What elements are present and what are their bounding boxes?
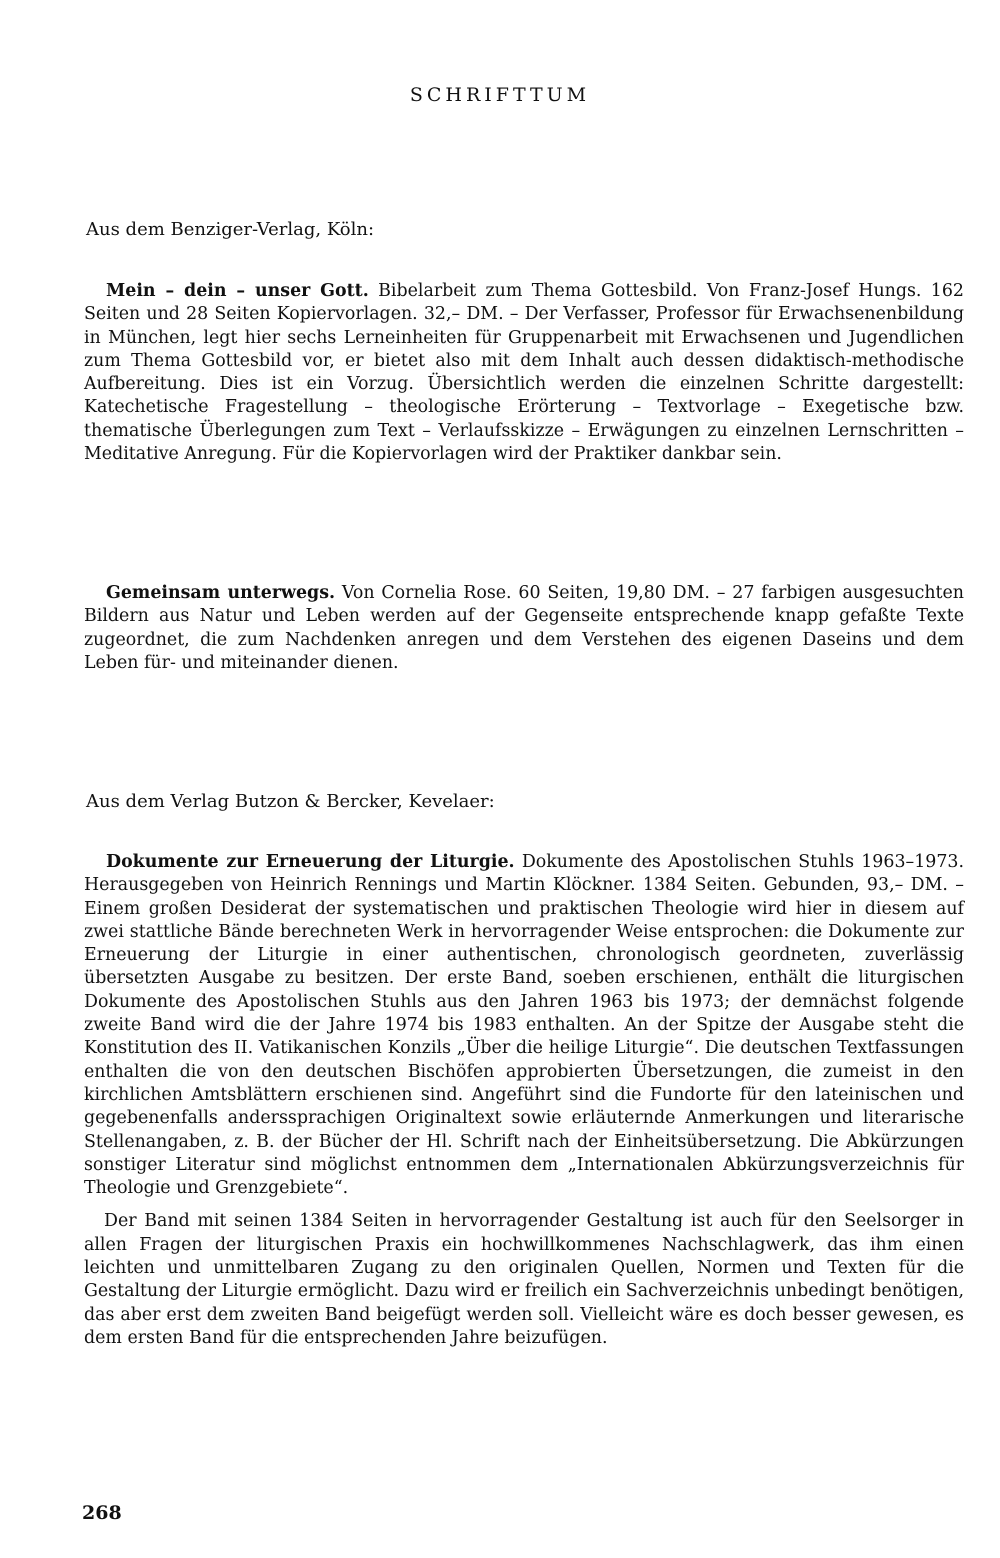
book-title: Dokumente zur Erneuerung der Liturgie.: [106, 852, 515, 872]
publisher-heading-benziger: Aus dem Benziger-Verlag, Köln:: [86, 219, 375, 240]
review-paragraph: [84, 582, 964, 675]
book-title: Mein – dein – unser Gott.: [106, 281, 369, 301]
book-title: Gemeinsam unterwegs.: [106, 583, 336, 603]
review-text: Von Cornelia Rose. 60 Seiten, 19,80 DM. – 27 farbigen ausgesuchten Bildern aus Natur und Leben werden auf der Gegenseite entsprechende knapp gefaßte Texte zugeordnet, die zum Nachdenken anregen und dem Verstehen des eigenen Daseins und dem Leben für- und miteinander dienen.: [84, 583, 964, 673]
page-number: 268: [82, 1502, 122, 1524]
review-entry-gemeinsam-unterwegs: [84, 582, 964, 675]
review-entry-mein-dein-unser-gott: [84, 280, 964, 466]
page-title: SCHRIFTTUM: [409, 84, 591, 106]
review-paragraph: [84, 280, 964, 466]
review-paragraph-continued: Der Band mit seinen 1384 Seiten in hervorragender Gestaltung ist auch für den Seelsorger in allen Fragen der liturgischen Praxis ein hochwillkommenes Nachschlagwerk, das ihm einen leichten und unmittelbaren Zugang zu den originalen Quellen, Normen und Texten für die Gestaltung der Liturgie ermöglicht. Dazu wird er freilich ein Sachverzeichnis unbedingt benötigen, das aber erst dem zweiten Band beigefügt werden soll. Vielleicht wäre es doch besser gewesen, es dem ersten Band für die entsprechenden Jahre beizufügen.: [84, 1211, 964, 1348]
review-text: Bibelarbeit zum Thema Gottesbild. Von Franz-Josef Hungs. 162 Seiten und 28 Seiten Kopiervorlagen. 32,– DM. – Der Verfasser, Professor für Erwachsenenbildung in München, legt hier sechs Lerneinheiten für Gruppenarbeit mit Erwachsenen und Jugendlichen zum Thema Gottesbild vor, er bietet also mit dem Inhalt auch dessen didaktisch-methodische Aufbereitung. Dies ist ein Vorzug. Übersichtlich werden die einzelnen Schritte dargestellt: Katechetische Fragestellung – theologische Erörterung – Textvorlage – Exegetische bzw. thematische Überlegungen zum Text – Verlaufsskizze – Erwägungen zu einzelnen Lernschritten – Meditative Anregung. Für die Kopiervorlagen wird der Praktiker dankbar sein.: [84, 281, 964, 465]
publisher-heading-butzon-bercker: Aus dem Verlag Butzon & Bercker, Kevelaer:: [86, 791, 495, 812]
review-entry-dokumente-liturgie: [84, 851, 964, 1350]
review-text: Dokumente des Apostolischen Stuhls 1963–1973. Herausgegeben von Heinrich Rennings und Martin Klöckner. 1384 Seiten. Gebunden, 93,– DM. – Einem großen Desiderat der systematischen und praktischen Theologie wird hier in diesem auf zwei stattliche Bände berechneten Werk in hervorragender Weise entsprochen: die Dokumente zur Erneuerung der Liturgie in einer authentischen, chronologisch geordneten, zuverlässig übersetzten Ausgabe zu besitzen. Der erste Band, soeben erschienen, enthält die liturgischen Dokumente des Apostolischen Stuhls aus den Jahren 1963 bis 1973; der demnächst folgende zweite Band wird die der Jahre 1974 bis 1983 enthalten. An der Spitze der Ausgabe steht die Konstitution des II. Vatikanischen Konzils „Über die heilige Liturgie“. Die deutschen Textfassungen enthalten die von den deutschen Bischöfen approbierten Übersetzungen, die zumeist in den kirchlichen Amtsblättern erschienen sind. Angeführt sind die Fundorte für den lateinischen und gegebenenfalls anderssprachigen Originaltext sowie erläuternde Anmerkungen und literarische Stellenangaben, z. B. der Bücher der Hl. Schrift nach der Einheitsübersetzung. Die Abkürzungen sonstiger Literatur sind möglichst entnommen dem „Internationalen Abkürzungsverzeichnis für Theologie und Grenzgebiete“.: [84, 852, 964, 1199]
review-paragraph: [84, 851, 964, 1200]
